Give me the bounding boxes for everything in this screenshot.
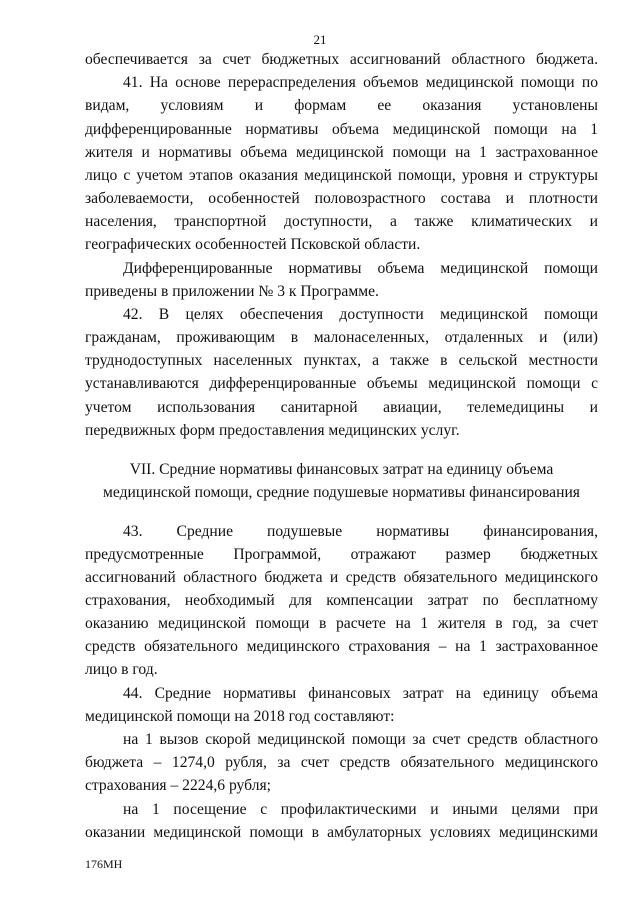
text-line: обеспечивается за счет бюджетных ассигнований областного бюджета. [85, 51, 598, 68]
text-line: учетом использования санитарной авиации, телемедицины и [85, 399, 598, 416]
text-line: передвижных форм предоставления медицинских услуг. [85, 422, 460, 439]
text-line: населения, транспортной доступности, а также климатических и [85, 213, 598, 230]
text-line: географических особенностей Псковской области. [85, 236, 421, 253]
text-line: предусмотренные Программой, отражают размер бюджетных [85, 546, 598, 563]
text-line: приведены в приложении № 3 к Программе. [85, 283, 379, 300]
section-heading: медицинской помощи, средние подушевые нормативы финансирования [103, 484, 580, 501]
text-line: устанавливаются дифференцированные объемы медицинской помощи с [85, 375, 598, 392]
text-line: на 1 вызов скорой медицинской помощи за счет средств областного [123, 731, 598, 748]
text-line: видам, условиям и формам ее оказания установлены [85, 97, 598, 114]
text-line: 44. Средние нормативы финансовых затрат на единицу объема [123, 685, 598, 702]
text-line: ассигнований областного бюджета и средств обязательного медицинского [85, 569, 598, 586]
text-line: жителя и нормативы объема медицинской помощи на 1 застрахованное [85, 144, 598, 161]
text-line: дифференцированные нормативы объема медицинской помощи на 1 [85, 121, 598, 138]
text-line: 43. Средние подушевые нормативы финансирования, [123, 523, 598, 540]
text-line: оказании медицинской помощи в амбулаторных условиях медицинскими [85, 824, 598, 841]
text-line: страхования, необходимый для компенсации затрат по бесплатному [85, 592, 598, 609]
text-line: медицинской помощи на 2018 год составляют: [85, 708, 395, 725]
text-line: труднодоступных населенных пунктах, а также в сельской местности [85, 352, 598, 369]
text-line: заболеваемости, особенностей половозрастного состава и плотности [85, 190, 598, 207]
text-line: 41. На основе перераспределения объемов медицинской помощи по [123, 74, 598, 91]
section-heading: VII. Средние нормативы финансовых затрат на единицу объема [129, 461, 554, 478]
text-line: оказанию медицинской помощи в расчете на 1 жителя в год, за счет [85, 615, 598, 632]
text-line: 42. В целях обеспечения доступности медицинской помощи [123, 306, 598, 323]
text-line: на 1 посещение с профилактическими и иными целями при [123, 801, 598, 818]
text-line: лицо с учетом этапов оказания медицинской помощи, уровня и структуры [85, 167, 598, 184]
page-number: 21 [313, 32, 327, 47]
text-line: бюджета – 1274,0 рубля, за счет средств обязательного медицинского [85, 754, 598, 771]
text-line: лицо в год. [85, 661, 158, 678]
text-line: средств обязательного медицинского страхования – на 1 застрахованное [85, 638, 598, 655]
document-code: 176МН [85, 857, 123, 871]
text-line: страхования – 2224,6 рубля; [85, 777, 271, 794]
text-line: гражданам, проживающим в малонаселенных, отдаленных и (или) [85, 329, 598, 346]
text-line: Дифференцированные нормативы объема медицинской помощи [123, 260, 598, 277]
